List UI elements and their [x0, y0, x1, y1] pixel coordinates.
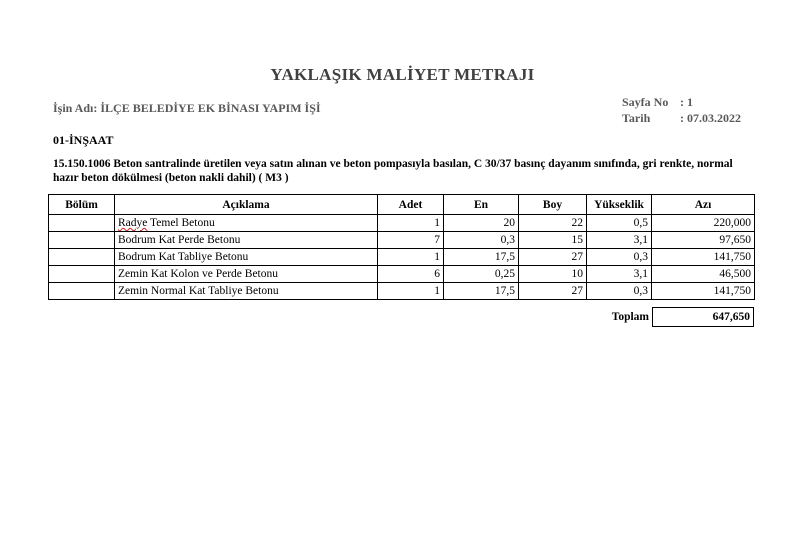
cell-length: 27 — [519, 249, 587, 266]
total-label: Toplam — [611, 311, 649, 323]
page-number-label: Sayfa No — [622, 95, 669, 109]
header-count: Adet — [378, 195, 444, 215]
cell-length: 10 — [519, 266, 587, 283]
cell-description: Zemin Kat Kolon ve Perde Betonu — [115, 266, 378, 283]
cell-count: 1 — [378, 249, 444, 266]
document-meta — [622, 94, 741, 126]
item-description: 15.150.1006 Beton santralinde üretilen veya satın alınan ve beton pompasıyla basılan, C 30/37 basınç dayanım sınıfında, gri renkte, normal hazır beton dökülmesi (beton nakli dahil) ( M3 ) — [53, 158, 733, 184]
table-row — [49, 232, 755, 249]
cell-count: 7 — [378, 232, 444, 249]
cell-height: 3,1 — [587, 232, 652, 249]
cell-count: 6 — [378, 266, 444, 283]
cell-amount: 141,750 — [652, 249, 755, 266]
spellcheck-word: Radye — [118, 217, 148, 229]
cell-section — [49, 232, 115, 249]
header-length: Boy — [519, 195, 587, 215]
date-value: : 07.03.2022 — [680, 111, 741, 125]
cell-section — [49, 215, 115, 232]
header-section: Bölüm — [49, 195, 115, 215]
cell-section — [49, 249, 115, 266]
cell-length: 22 — [519, 215, 587, 232]
cell-description: Bodrum Kat Tabliye Betonu — [115, 249, 378, 266]
header-height: Yükseklik — [587, 195, 652, 215]
cell-width: 20 — [444, 215, 519, 232]
cell-count: 1 — [378, 283, 444, 300]
header-width: En — [444, 195, 519, 215]
cell-width: 17,5 — [444, 249, 519, 266]
page-number-value: : 1 — [680, 95, 693, 109]
table-header-row — [49, 195, 755, 215]
page-number-row — [622, 94, 741, 110]
table-row — [49, 249, 755, 266]
total-value: 647,650 — [652, 307, 754, 327]
cell-count: 1 — [378, 215, 444, 232]
cell-height: 0,3 — [587, 249, 652, 266]
table-row — [49, 283, 755, 300]
cell-amount: 97,650 — [652, 232, 755, 249]
cell-length: 15 — [519, 232, 587, 249]
job-name: İşin Adı: İLÇE BELEDİYE EK BİNASI YAPIM İŞİ — [53, 101, 321, 115]
table-row — [49, 266, 755, 283]
cell-section — [49, 266, 115, 283]
cell-width: 17,5 — [444, 283, 519, 300]
cell-amount: 220,000 — [652, 215, 755, 232]
cell-section — [49, 283, 115, 300]
date-row — [622, 110, 741, 126]
cell-height: 3,1 — [587, 266, 652, 283]
cell-height: 0,3 — [587, 283, 652, 300]
date-label: Tarih — [622, 111, 651, 125]
quantity-table — [48, 194, 755, 300]
cell-description: Zemin Normal Kat Tabliye Betonu — [115, 283, 378, 300]
cell-description: Radye Temel Betonu — [115, 215, 378, 232]
cell-amount: 141,750 — [652, 283, 755, 300]
cell-width: 0,3 — [444, 232, 519, 249]
document-title: YAKLAŞIK MALİYET METRAJI — [270, 65, 535, 84]
section-heading: 01-İNŞAAT — [53, 133, 114, 147]
cell-width: 0,25 — [444, 266, 519, 283]
header-amount: Azı — [652, 195, 755, 215]
cell-amount: 46,500 — [652, 266, 755, 283]
cell-length: 27 — [519, 283, 587, 300]
header-description: Açıklama — [115, 195, 378, 215]
cell-height: 0,5 — [587, 215, 652, 232]
cell-description: Bodrum Kat Perde Betonu — [115, 232, 378, 249]
table-row — [49, 215, 755, 232]
